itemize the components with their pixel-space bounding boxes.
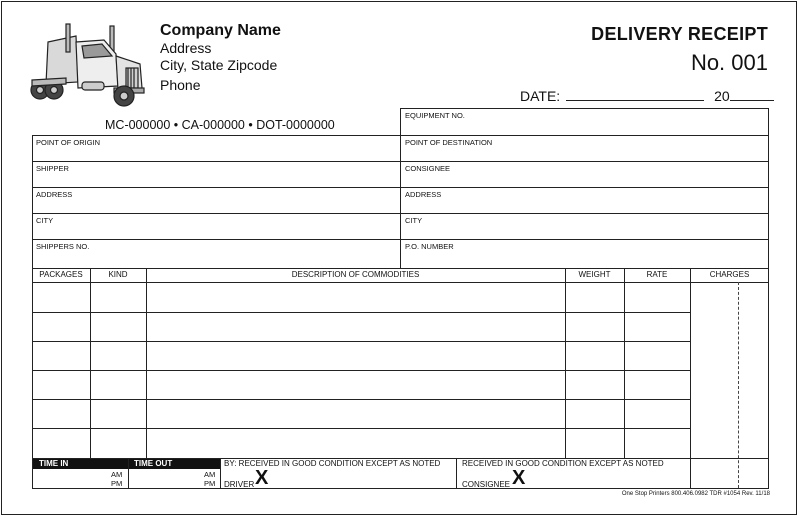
consignee-address-label: ADDRESS — [405, 190, 442, 199]
date-label: DATE: — [520, 88, 561, 104]
signature-divider — [456, 458, 457, 489]
weight-header: WEIGHT — [578, 270, 611, 279]
commodities-table — [32, 268, 769, 489]
company-address: Address — [160, 40, 212, 56]
time-divider — [128, 458, 129, 489]
consignee-label: CONSIGNEE — [405, 164, 451, 173]
date-field[interactable] — [566, 88, 704, 101]
po-number-label: P.O. NUMBER — [405, 242, 454, 251]
consignee-received-note: RECEIVED IN GOOD CONDITION EXCEPT AS NOTED — [462, 459, 664, 468]
shipper-label: SHIPPER — [36, 164, 69, 173]
row-divider — [32, 213, 769, 214]
table-row[interactable] — [32, 312, 690, 313]
kind-header: KIND — [108, 270, 128, 279]
shipper-address-label: ADDRESS — [36, 190, 73, 199]
year-prefix: 20 — [714, 88, 730, 104]
point-of-destination-label: POINT OF DESTINATION — [405, 138, 493, 147]
time-in-am[interactable]: AM — [111, 470, 123, 479]
column-divider — [90, 268, 91, 458]
time-out-pm[interactable]: PM — [204, 479, 216, 488]
table-row[interactable] — [32, 399, 690, 400]
equipment-no-label: EQUIPMENT NO. — [405, 111, 465, 120]
column-divider — [146, 268, 147, 458]
packages-header: PACKAGES — [39, 270, 83, 279]
time-out-label: TIME OUT — [128, 459, 220, 469]
carrier-ids: MC-000000 • CA-000000 • DOT-0000000 — [105, 118, 335, 132]
driver-received-note: BY: RECEIVED IN GOOD CONDITION EXCEPT AS NOTED — [224, 459, 441, 468]
company-phone: Phone — [160, 77, 201, 93]
table-header-divider — [32, 282, 769, 283]
time-out-am[interactable]: AM — [204, 470, 216, 479]
time-in-label: TIME IN — [33, 459, 128, 469]
shippers-no-label: SHIPPERS NO. — [36, 242, 90, 251]
table-row[interactable] — [32, 370, 690, 371]
date-row — [520, 88, 774, 104]
driver-label: DRIVER — [224, 480, 255, 489]
description-header: DESCRIPTION OF COMMODITIES — [291, 270, 420, 279]
row-divider — [32, 187, 769, 188]
parties-divider — [400, 135, 401, 269]
column-divider — [690, 268, 691, 489]
column-divider — [565, 268, 566, 458]
consignee-signature-x[interactable]: X — [512, 467, 526, 489]
receipt-number: No. 001 — [690, 50, 768, 75]
column-divider — [624, 268, 625, 458]
year-field[interactable] — [730, 88, 774, 101]
time-in-pm[interactable]: PM — [111, 479, 123, 488]
printer-credit: One Stop Printers 800.406.0982 TDR #1054 Rev. 11/18 — [621, 491, 770, 497]
rate-header: RATE — [646, 270, 668, 279]
semi-truck-icon — [26, 22, 150, 112]
table-row[interactable] — [32, 341, 690, 342]
row-divider — [32, 239, 769, 240]
row-divider — [32, 161, 769, 162]
company-name: Company Name — [160, 22, 281, 39]
receipt-title: DELIVERY RECEIPT — [591, 24, 768, 44]
time-divider — [220, 458, 221, 489]
table-row[interactable] — [32, 428, 690, 429]
shipper-city-label: CITY — [36, 216, 54, 225]
driver-signature-x[interactable]: X — [255, 467, 269, 489]
charges-header: CHARGES — [709, 270, 750, 279]
point-of-origin-label: POINT OF ORIGIN — [36, 138, 101, 147]
company-city-state-zip: City, State Zipcode — [160, 57, 278, 73]
consignee-signature-label: CONSIGNEE — [462, 480, 511, 489]
consignee-city-label: CITY — [405, 216, 423, 225]
